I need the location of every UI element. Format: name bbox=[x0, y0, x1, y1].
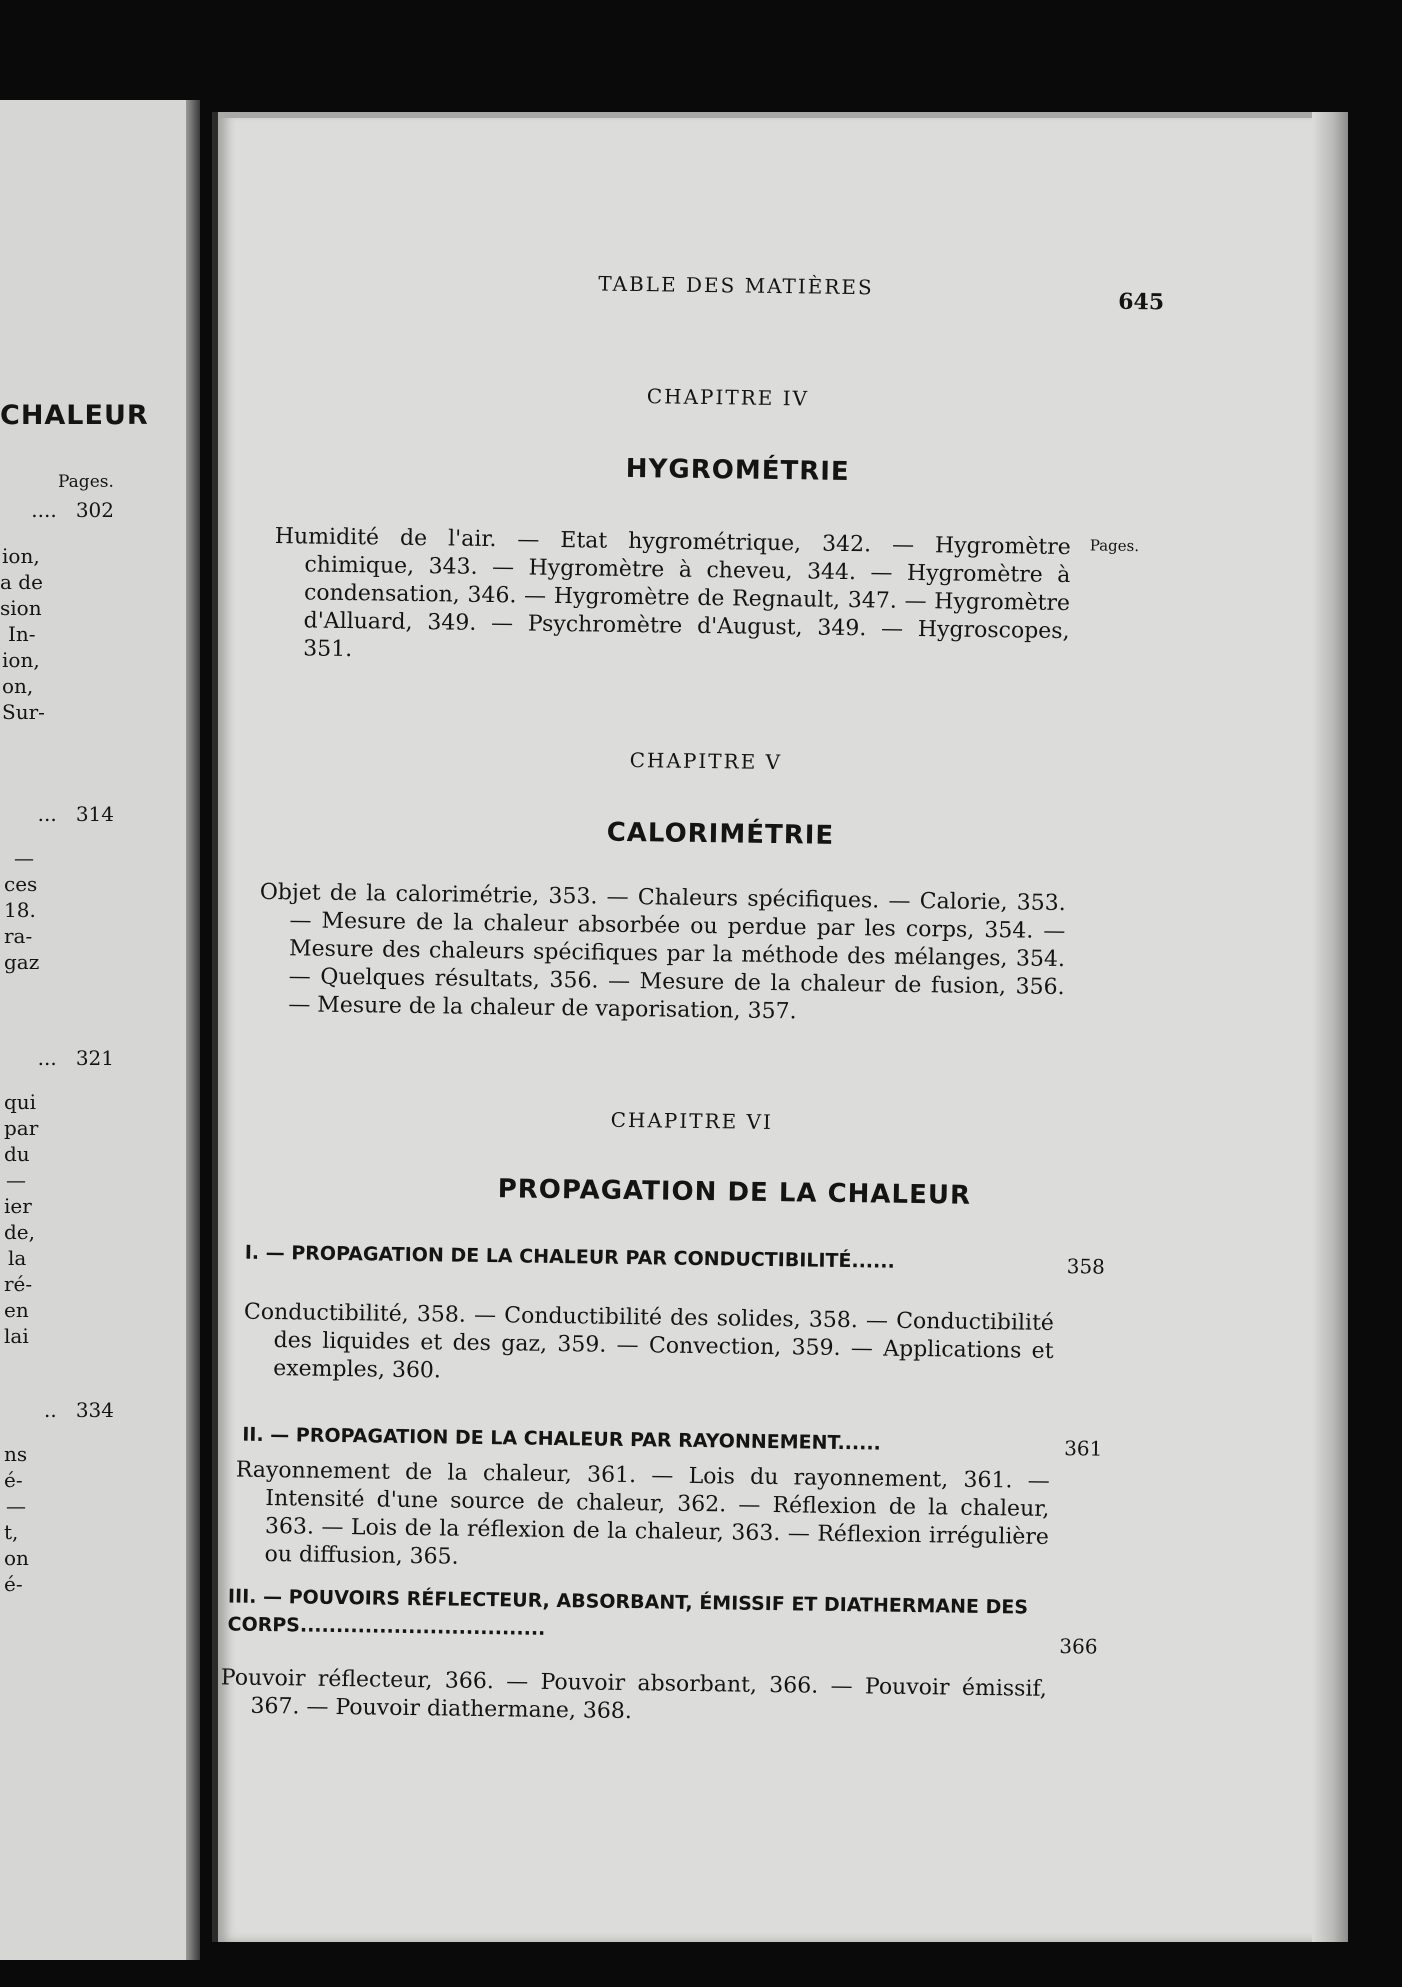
left-page-fragment: ns bbox=[4, 1442, 28, 1466]
chapter-label: CHAPITRE V bbox=[629, 747, 783, 775]
left-page-entry: .... 302 bbox=[31, 498, 114, 522]
left-page-fragment: ra- bbox=[4, 924, 33, 948]
left-page-fragment: ion, bbox=[2, 648, 40, 672]
pages-column-label: Pages. bbox=[1089, 536, 1140, 556]
left-page-fragment: In- bbox=[8, 622, 36, 646]
left-page-fragment: Sur- bbox=[2, 700, 45, 724]
left-page-fragment: sion bbox=[0, 596, 42, 620]
chapter-title: PROPAGATION DE LA CHALEUR bbox=[497, 1174, 972, 1211]
chapter-title: CALORIMÉTRIE bbox=[606, 817, 835, 851]
left-page-fragment: — bbox=[6, 1494, 26, 1518]
left-page-fragment: 18. bbox=[4, 898, 36, 922]
left-page-pages-label: Pages. bbox=[58, 472, 114, 492]
section-heading: III. — POUVOIRS RÉFLECTEUR, ABSORBANT, ÉMISSIF ET DIATHERMANE DES CORPS.................................. bbox=[227, 1585, 1029, 1640]
left-page-fragment: ion, bbox=[2, 544, 40, 568]
left-page-fragment: ier bbox=[4, 1194, 32, 1218]
left-page-fragment: lai bbox=[4, 1324, 29, 1348]
page-content bbox=[212, 112, 1348, 1942]
left-page-fragment: la bbox=[8, 1246, 27, 1270]
chapter-label: CHAPITRE VI bbox=[610, 1107, 774, 1135]
section-summary: Pouvoir réflecteur, 366. — Pouvoir absorbant, 366. — Pouvoir émissif, 367. — Pouvoir diathermane, 368. bbox=[220, 1665, 1047, 1725]
left-page-fragment: ces bbox=[4, 872, 38, 896]
main-page bbox=[212, 112, 1348, 1942]
left-page-fragment: par bbox=[4, 1116, 39, 1140]
left-page-entry: ... 314 bbox=[37, 802, 114, 826]
book-spine bbox=[186, 100, 200, 1960]
left-page-fragment: en bbox=[4, 1298, 29, 1322]
left-page-fragment: ré- bbox=[4, 1272, 33, 1296]
left-page-fragment: de, bbox=[4, 1220, 35, 1244]
page-number: 645 bbox=[1117, 288, 1165, 316]
section-summary: Conductibilité, 358. — Conductibilité des solides, 358. — Conductibilité des liquides et des gaz, 359. — Convection, 359. — Applications et exemples, 360. bbox=[243, 1299, 1055, 1384]
chapter-summary: Humidité de l'air. — Etat hygrométrique, 342. — Hygromètre chimique, 343. — Hygromètre à cheveu, 344. — Hygromètre à condensation, 346. — Hygromètre de Regnault, 347. — Hygromètre d'Alluard, 349. — Psychromètre d'August, 349. — Hygroscopes, 351. bbox=[274, 523, 1071, 663]
left-page-fragment: t, bbox=[4, 1520, 19, 1544]
left-page-fragment: — bbox=[6, 1168, 26, 1192]
section-heading: II. — PROPAGATION DE LA CHALEUR PAR RAYONNEMENT...... bbox=[242, 1423, 882, 1455]
left-page-entry: .. 334 bbox=[44, 1398, 114, 1422]
section-page-number: 361 bbox=[1063, 1436, 1103, 1461]
left-page bbox=[0, 100, 200, 1960]
section-heading: I. — PROPAGATION DE LA CHALEUR PAR CONDUCTIBILITÉ...... bbox=[244, 1241, 895, 1273]
left-page-fragment: a de bbox=[0, 570, 43, 594]
left-page-fragment: é- bbox=[4, 1572, 23, 1596]
left-page-entry: ... 321 bbox=[37, 1046, 114, 1070]
left-page-fragment: — bbox=[14, 846, 34, 870]
chapter-summary: Objet de la calorimétrie, 353. — Chaleurs spécifiques. — Calorie, 353. — Mesure de la chaleur absorbée ou perdue par les corps, 354. — Mesure des chaleurs spécifiques par la méthode des mélanges, 354. — Quelques résultats, 356. — Mesure de la chaleur de fusion, 356. — Mesure de la chaleur de vaporisation, 357. bbox=[259, 879, 1066, 1025]
left-page-fragment: é- bbox=[4, 1468, 23, 1492]
left-page-fragment: du bbox=[4, 1142, 30, 1166]
chapter-label: CHAPITRE IV bbox=[646, 384, 810, 411]
section-summary: Rayonnement de la chaleur, 361. — Lois du rayonnement, 361. — Intensité d'une source de chaleur, 362. — Réflexion de la chaleur, 363. — Lois de la réflexion de la chaleur, 363. — Réflexion irrégulière ou diffusion, 365. bbox=[235, 1457, 1050, 1570]
left-page-fragment: qui bbox=[4, 1090, 37, 1114]
chapter-title: HYGROMÉTRIE bbox=[625, 453, 850, 488]
left-page-fragment: on bbox=[4, 1546, 29, 1570]
running-head: TABLE DES MATIÈRES bbox=[598, 271, 874, 300]
left-page-fragment: on, bbox=[2, 674, 34, 698]
section-page-number: 358 bbox=[1066, 1254, 1106, 1279]
section-page-number: 366 bbox=[1059, 1634, 1098, 1659]
left-page-title-fragment: CHALEUR bbox=[0, 400, 149, 431]
left-page-fragment: gaz bbox=[4, 950, 40, 974]
